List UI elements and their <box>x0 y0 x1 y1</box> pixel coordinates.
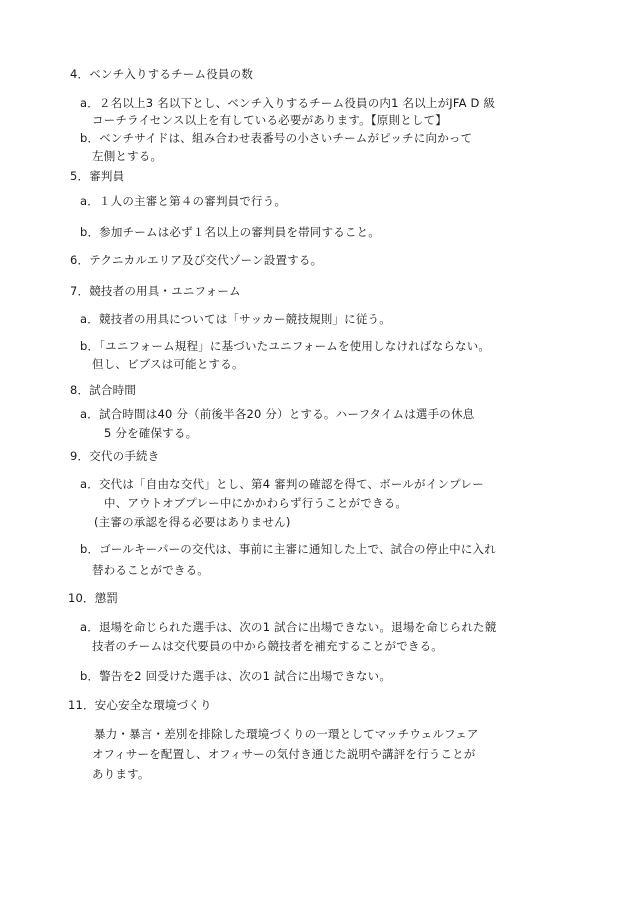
section-8-item-a-line2: 5 分を確保する。 <box>104 426 198 440</box>
section-11-heading: 11．安心安全な環境づくり <box>68 698 212 712</box>
section-7-item-b-line2: 但し、ビブスは可能とする。 <box>92 357 244 371</box>
section-11-paragraph-line1: 暴力・暴言・差別を排除した環境づくりの一環としてマッチウェルフェア <box>94 727 479 741</box>
section-4-item-a-line2: コーチライセンス以上を有している必要があります。【原則として】 <box>92 113 447 127</box>
section-5-heading: 5．審判員 <box>70 169 125 183</box>
section-9-item-a-line1: a．交代は「自由な交代」とし、第4 審判の確認を得て、ボールがインプレー <box>80 477 484 491</box>
section-10-item-a-line1: a．退場を命じられた選手は、次の1 試合に出場できない。退場を命じられた競 <box>80 620 497 634</box>
section-9-item-b-line1: b．ゴールキーパーの交代は、事前に主審に通知した上で、試合の停止中に入れ <box>80 542 496 556</box>
section-11-paragraph-line3: あります。 <box>92 767 150 781</box>
section-11-paragraph-line2: オフィサーを配置し、オフィサーの気付き通じた説明や講評を行うことが <box>92 747 476 761</box>
section-7-item-b-line1: b．「ユニフォーム規程」に基づいたユニフォームを使用しなければならない。 <box>80 339 491 353</box>
section-6-heading: 6．テクニカルエリア及び交代ゾーン設置する。 <box>70 253 323 267</box>
section-9-item-a-line2: 中、アウトオブプレー中にかかわらず行うことができる。 <box>104 496 408 510</box>
section-4-item-a-line1: a．２名以上3 名以下とし、ベンチ入りするチーム役員の内1 名以上がJFA D 級 <box>80 96 496 110</box>
section-4-item-b-line2: 左側とする。 <box>92 149 163 163</box>
section-7-heading: 7．競技者の用具・ユニフォーム <box>70 284 241 298</box>
section-10-heading: 10．懲罰 <box>68 591 119 605</box>
section-10-item-b: b．警告を2 回受けた選手は、次の1 試合に出場できない。 <box>80 669 392 683</box>
section-8-item-a-line1: a．試合時間は40 分（前後半各20 分）とする。ハーフタイムは選手の休息 <box>80 407 475 421</box>
section-5-item-b: b．参加チームは必ず１名以上の審判員を帯同すること。 <box>80 225 380 239</box>
section-9-item-b-line2: 替わることができる。 <box>92 563 209 577</box>
section-5-item-a: a．１人の主審と第４の審判員で行う。 <box>80 194 287 208</box>
section-10-item-a-line2: 技者のチームは交代要員の中から競技者を補充することができる。 <box>92 639 443 653</box>
section-9-item-a-note: (主審の承認を得る必要はありません) <box>94 515 291 529</box>
section-4-item-b-line1: b．ベンチサイドは、組み合わせ表番号の小さいチームがピッチに向かって <box>80 131 473 145</box>
section-7-item-a: a．競技者の用具については「サッカー競技規則」に従う。 <box>80 312 391 326</box>
section-8-heading: 8．試合時間 <box>70 383 137 397</box>
section-9-heading: 9．交代の手続き <box>70 449 160 463</box>
section-4-heading: 4．ベンチ入りするチーム役員の数 <box>70 67 254 81</box>
